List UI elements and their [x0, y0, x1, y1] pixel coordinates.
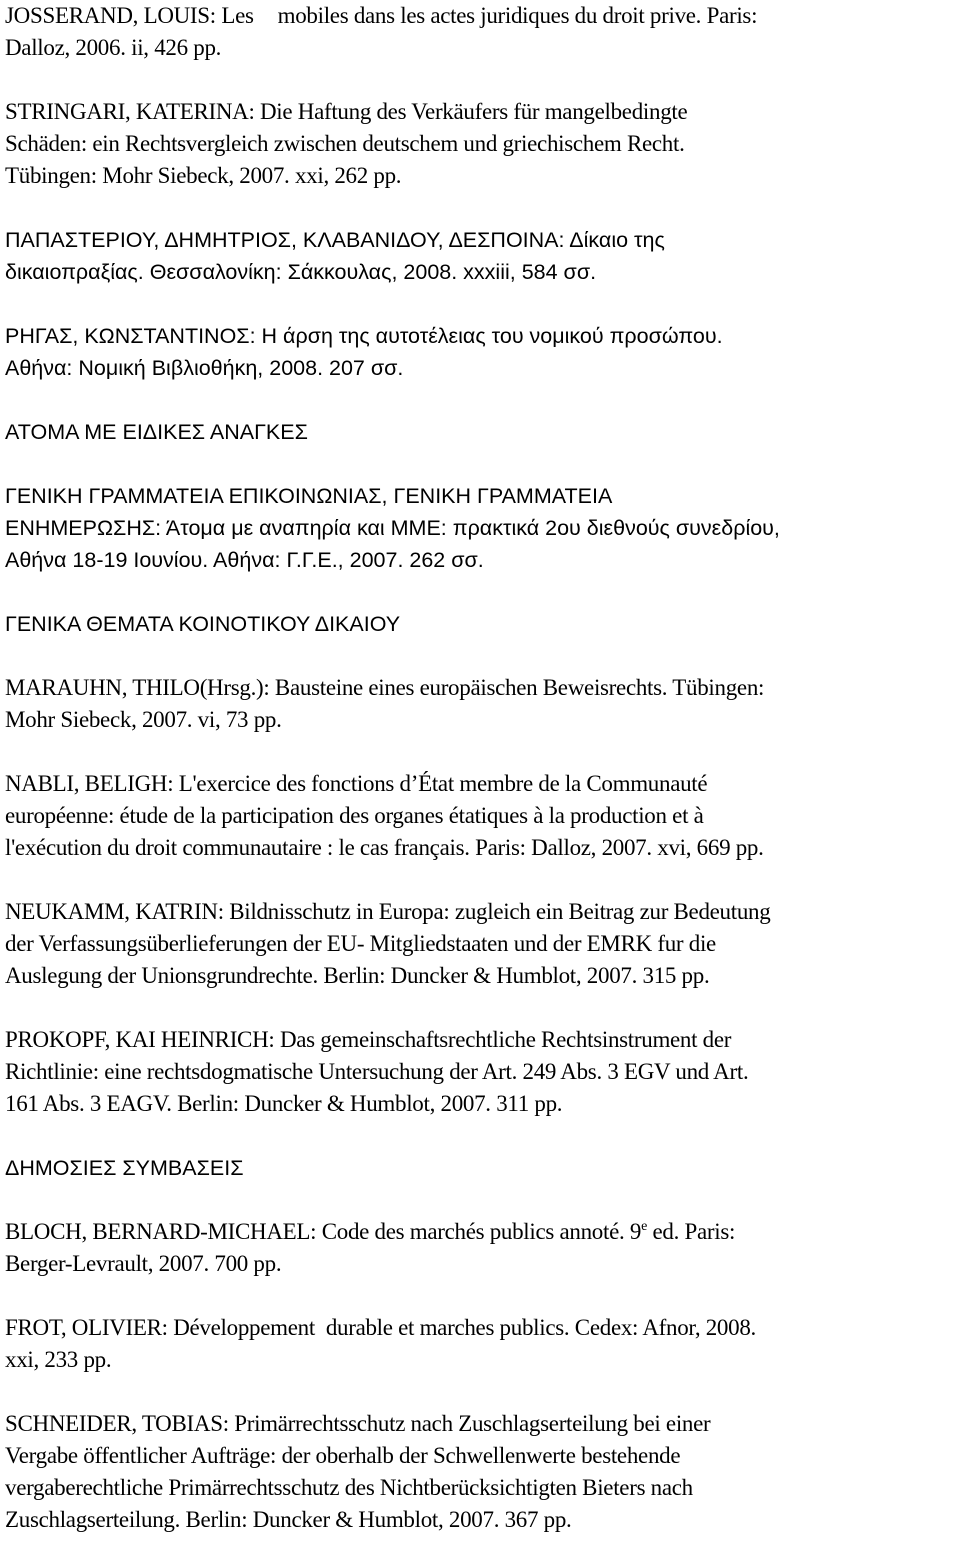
- entry-edition-text: ed. Paris:: [647, 1219, 736, 1244]
- bibliography-entry: [5, 480, 955, 576]
- entry-line: ΠΑΠΑΣΤΕΡΙΟΥ, ΔΗΜΗΤΡΙΟΣ, ΚΛΑΒΑΝΙΔΟΥ, ΔΕΣΠΟΙΝΑ: Δίκαιο της: [5, 228, 665, 252]
- edition-superscript: e: [641, 1219, 648, 1234]
- entry-line: Αθήνα 18-19 Ιουνίου. Αθήνα: Γ.Γ.Ε., 2007. 262 σσ.: [5, 548, 484, 572]
- bibliography-entry: [5, 320, 955, 384]
- entry-line: vergaberechtliche Primärrechtsschutz des Nichtberücksichtigten Bieters nach: [5, 1475, 693, 1500]
- bibliography-entry: [5, 672, 955, 736]
- bibliography-entry: [5, 896, 955, 992]
- entry-line: Mohr Siebeck, 2007. vi, 73 pp.: [5, 707, 282, 732]
- section-heading: [5, 608, 955, 640]
- section-heading-text: ΓΕΝΙΚΑ ΘΕΜΑΤΑ ΚΟΙΝΟΤΙΚΟΥ ΔΙΚΑΙΟΥ: [5, 612, 401, 636]
- entry-line: Vergabe öffentlicher Aufträge: der oberhalb der Schwellenwerte bestehende: [5, 1443, 681, 1468]
- section-heading-text: ΑΤΟΜΑ ΜΕ ΕΙΔΙΚΕΣ ΑΝΑΓΚΕΣ: [5, 420, 308, 444]
- entry-line: l'exécution du droit communautaire : le cas français. Paris: Dalloz, 2007. xvi, 669 pp.: [5, 835, 764, 860]
- entry-line: STRINGARI, KATERINA: Die Haftung des Verkäufers für mangelbedingte: [5, 99, 688, 124]
- entry-line: SCHNEIDER, TOBIAS: Primärrechtsschutz nach Zuschlagserteilung bei einer: [5, 1411, 711, 1436]
- entry-title-text: mobiles dans les actes juridiques du droit prive. Paris:: [277, 3, 758, 28]
- entry-line: der Verfassungsüberlieferungen der EU- Mitgliedstaaten und der EMRK fur die: [5, 931, 716, 956]
- entry-line: ΡΗΓΑΣ, ΚΩΝΣΤΑΝΤΙΝΟΣ: Η άρση της αυτοτέλειας του νομικού προσώπου.: [5, 324, 723, 348]
- entry-line: Zuschlagserteilung. Berlin: Duncker & Humblot, 2007. 367 pp.: [5, 1507, 572, 1532]
- section-heading: [5, 416, 955, 448]
- entry-line: Αθήνα: Νομική Βιβλιοθήκη, 2008. 207 σσ.: [5, 356, 404, 380]
- entry-line: européenne: étude de la participation des organes étatiques à la production et à: [5, 803, 704, 828]
- bibliography-entry: [5, 1408, 955, 1536]
- entry-author-text: JOSSERAND, LOUIS: Les: [5, 3, 254, 28]
- entry-line: ΕΝΗΜΕΡΩΣΗΣ: Άτομα με αναπηρία και ΜΜΕ: πρακτικά 2ου διεθνούς συνεδρίου,: [5, 516, 780, 540]
- bibliography-entry: [5, 1312, 955, 1376]
- entry-line: δικαιοπραξίας. Θεσσαλονίκη: Σάκκουλας, 2008. xxxiii, 584 σσ.: [5, 260, 597, 284]
- entry-line: FROT, OLIVIER: Développement durable et marches publics. Cedex: Afnor, 2008.: [5, 1315, 756, 1340]
- entry-line: [5, 0, 955, 32]
- entry-line: PROKOPF, KAI HEINRICH: Das gemeinschaftsrechtliche Rechtsinstrument der: [5, 1027, 732, 1052]
- entry-line: [5, 1216, 955, 1248]
- entry-line: Schäden: ein Rechtsvergleich zwischen deutschem und griechischem Recht.: [5, 131, 685, 156]
- entry-line: Dalloz, 2006. ii, 426 pp.: [5, 35, 222, 60]
- entry-line: Berger-Levrault, 2007. 700 pp.: [5, 1251, 282, 1276]
- section-heading: [5, 1152, 955, 1184]
- entry-line: ΓΕΝΙΚΗ ΓΡΑΜΜΑΤΕΙΑ ΕΠΙΚΟΙΝΩΝΙΑΣ, ΓΕΝΙΚΗ ΓΡΑΜΜΑΤΕΙΑ: [5, 484, 613, 508]
- bibliography-entry: [5, 96, 955, 192]
- entry-line: Tübingen: Mohr Siebeck, 2007. xxi, 262 pp.: [5, 163, 402, 188]
- entry-line: NABLI, BELIGH: L'exercice des fonctions d’État membre de la Communauté: [5, 771, 708, 796]
- bibliography-entry: [5, 1216, 955, 1280]
- entry-line: MARAUHN, THILO(Hrsg.): Bausteine eines europäischen Beweisrechts. Tübingen:: [5, 675, 765, 700]
- entry-line: Auslegung der Unionsgrundrechte. Berlin: Duncker & Humblot, 2007. 315 pp.: [5, 963, 710, 988]
- bibliography-entry: [5, 768, 955, 864]
- entry-line: xxi, 233 pp.: [5, 1347, 112, 1372]
- bibliography-entry: [5, 0, 955, 64]
- bibliography-entry: [5, 224, 955, 288]
- document-page: [5, 0, 955, 1568]
- entry-line: 161 Abs. 3 EAGV. Berlin: Duncker & Humblot, 2007. 311 pp.: [5, 1091, 563, 1116]
- section-heading-text: ΔΗΜΟΣΙΕΣ ΣΥΜΒΑΣΕΙΣ: [5, 1156, 244, 1180]
- bibliography-entry: [5, 1024, 955, 1120]
- entry-line: Richtlinie: eine rechtsdogmatische Untersuchung der Art. 249 Abs. 3 EGV und Art.: [5, 1059, 749, 1084]
- entry-line: NEUKAMM, KATRIN: Bildnisschutz in Europa: zugleich ein Beitrag zur Bedeutung: [5, 899, 771, 924]
- entry-title-text: BLOCH, BERNARD-MICHAEL: Code des marchés publics annoté. 9: [5, 1219, 642, 1244]
